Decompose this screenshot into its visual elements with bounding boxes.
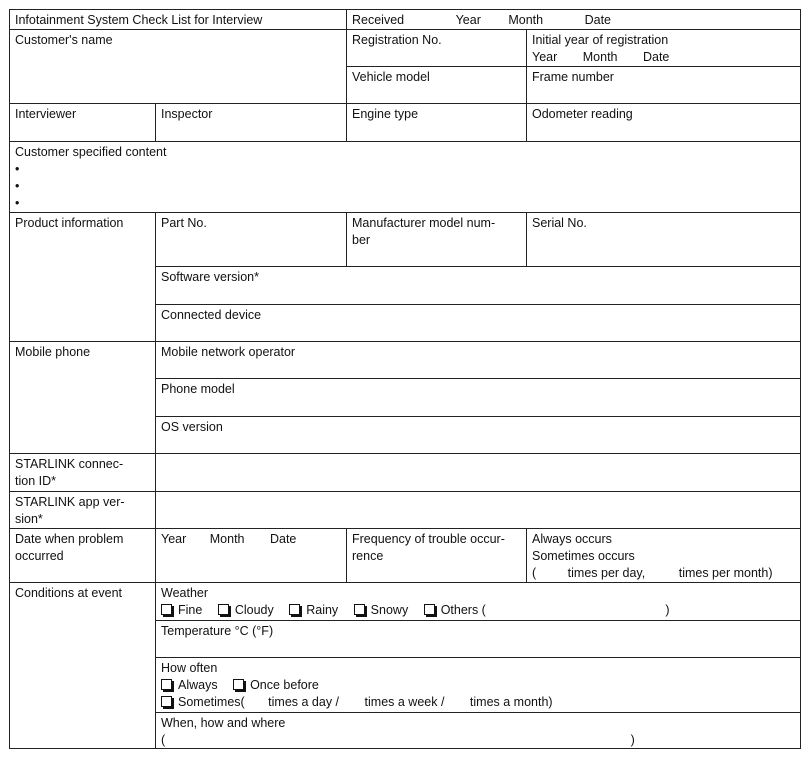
initial-registration-month: Month (582, 50, 618, 64)
checkbox-icon[interactable] (161, 679, 172, 690)
temperature-label: Temperature °C (°F) (161, 624, 274, 638)
how-often-times-day: times a day / (268, 695, 340, 709)
when-how-where-label: When, how and where (161, 716, 286, 730)
customer-content-cell[interactable] (9, 141, 801, 213)
initial-registration-label: Initial year of registration (532, 33, 669, 47)
starlink-app-label-cell (9, 491, 156, 529)
conditions-label: Conditions at event (15, 586, 123, 600)
vehicle-model-cell[interactable] (346, 66, 527, 104)
frequency-per-day: times per day, (567, 566, 646, 580)
mobile-operator-label: Mobile network operator (161, 345, 296, 359)
customer-content-bullet: • (15, 162, 20, 176)
checkbox-icon[interactable] (289, 604, 300, 615)
problem-date-date: Date (269, 532, 297, 546)
problem-date-year: Year (161, 532, 187, 546)
checkbox-icon[interactable] (218, 604, 229, 615)
frequency-value-cell[interactable] (526, 528, 801, 583)
received-year-label: Year (455, 13, 481, 27)
received-date-label: Date (584, 13, 611, 27)
inspector-cell[interactable] (155, 103, 347, 142)
customer-content-bullet: • (15, 196, 20, 210)
frequency-per-month: times per month) (678, 566, 773, 580)
serial-no-cell[interactable] (526, 212, 801, 267)
starlink-app-value-cell[interactable] (155, 491, 801, 529)
when-open-paren: ( (161, 733, 166, 747)
customer-name-cell[interactable] (9, 29, 347, 104)
problem-date-cell[interactable] (155, 528, 347, 583)
checkbox-icon[interactable] (161, 696, 172, 707)
frequency-sometimes[interactable]: Sometimes occurs (532, 549, 635, 563)
weather-others-close-paren: ) (665, 603, 670, 617)
how-often-label: How often (161, 661, 218, 675)
connected-device-cell[interactable] (155, 304, 801, 342)
customer-content-bullet: • (15, 179, 20, 193)
weather-cell[interactable] (155, 582, 801, 621)
frame-number-label: Frame number (532, 70, 614, 84)
customer-name-label: Customer's name (15, 33, 113, 47)
frequency-label: Frequency of trouble occur- rence (352, 532, 505, 563)
problem-date-label-cell (9, 528, 156, 583)
manufacturer-model-label: Manufacturer model num- ber (352, 216, 496, 247)
frequency-always[interactable]: Always occurs (532, 532, 612, 546)
mobile-phone-label: Mobile phone (15, 345, 91, 359)
odometer-label: Odometer reading (532, 107, 633, 121)
checkbox-icon[interactable] (424, 604, 435, 615)
weather-label: Weather (161, 586, 209, 600)
how-often-once-before[interactable]: Once before (233, 677, 319, 694)
software-version-cell[interactable] (155, 266, 801, 305)
frame-number-cell[interactable] (526, 66, 801, 104)
software-version-label: Software version* (161, 270, 259, 284)
temperature-cell[interactable] (155, 620, 801, 658)
form-title: Infotainment System Check List for Interview (15, 13, 263, 27)
initial-registration-year: Year (532, 50, 558, 64)
starlink-id-value-cell[interactable] (155, 453, 801, 492)
initial-registration-cell[interactable] (526, 29, 801, 67)
serial-no-label: Serial No. (532, 216, 587, 230)
customer-content-label: Customer specified content (15, 145, 167, 159)
part-no-label: Part No. (161, 216, 207, 230)
interviewer-label: Interviewer (15, 107, 77, 121)
os-version-label: OS version (161, 420, 223, 434)
mobile-phone-label-cell (9, 341, 156, 454)
problem-date-label: Date when problem occurred (15, 532, 124, 563)
weather-option-rainy[interactable]: Rainy (289, 602, 338, 619)
phone-model-cell[interactable] (155, 378, 801, 417)
weather-option-others[interactable]: Others ( (424, 602, 486, 619)
engine-type-label: Engine type (352, 107, 419, 121)
checkbox-icon[interactable] (161, 604, 172, 615)
frequency-open-paren: ( (532, 566, 537, 580)
phone-model-label: Phone model (161, 382, 235, 396)
received-label: Received (352, 13, 405, 27)
registration-no-label: Registration No. (352, 33, 442, 47)
product-info-label: Product information (15, 216, 124, 230)
manufacturer-model-cell[interactable] (346, 212, 527, 267)
weather-option-snowy[interactable]: Snowy (354, 602, 409, 619)
odometer-cell[interactable] (526, 103, 801, 142)
starlink-id-label-cell (9, 453, 156, 492)
initial-registration-date: Date (642, 50, 670, 64)
how-often-times-month: times a month) (469, 695, 553, 709)
when-how-where-cell[interactable] (155, 712, 801, 749)
connected-device-label: Connected device (161, 308, 262, 322)
mobile-operator-cell[interactable] (155, 341, 801, 379)
problem-date-month: Month (209, 532, 245, 546)
os-version-cell[interactable] (155, 416, 801, 454)
starlink-id-label: STARLINK connec- tion ID* (15, 457, 124, 488)
how-often-cell[interactable] (155, 657, 801, 713)
received-month-label: Month (508, 13, 544, 27)
registration-no-cell[interactable] (346, 29, 527, 67)
checkbox-icon[interactable] (354, 604, 365, 615)
interviewer-cell[interactable] (9, 103, 156, 142)
when-close-paren: ) (630, 733, 635, 747)
how-often-always[interactable]: Always (161, 677, 218, 694)
engine-type-cell[interactable] (346, 103, 527, 142)
checkbox-icon[interactable] (233, 679, 244, 690)
part-no-cell[interactable] (155, 212, 347, 267)
product-info-label-cell (9, 212, 156, 342)
how-often-sometimes[interactable]: Sometimes( (161, 695, 245, 709)
vehicle-model-label: Vehicle model (352, 70, 430, 84)
received-cell[interactable] (346, 9, 801, 30)
frequency-label-cell (346, 528, 527, 583)
weather-option-fine[interactable]: Fine (161, 602, 202, 619)
form-title-cell (9, 9, 347, 30)
how-often-times-week: times a week / (364, 695, 445, 709)
weather-option-cloudy[interactable]: Cloudy (218, 602, 274, 619)
starlink-app-label: STARLINK app ver- sion* (15, 495, 125, 526)
conditions-label-cell (9, 582, 156, 749)
inspector-label: Inspector (161, 107, 213, 121)
